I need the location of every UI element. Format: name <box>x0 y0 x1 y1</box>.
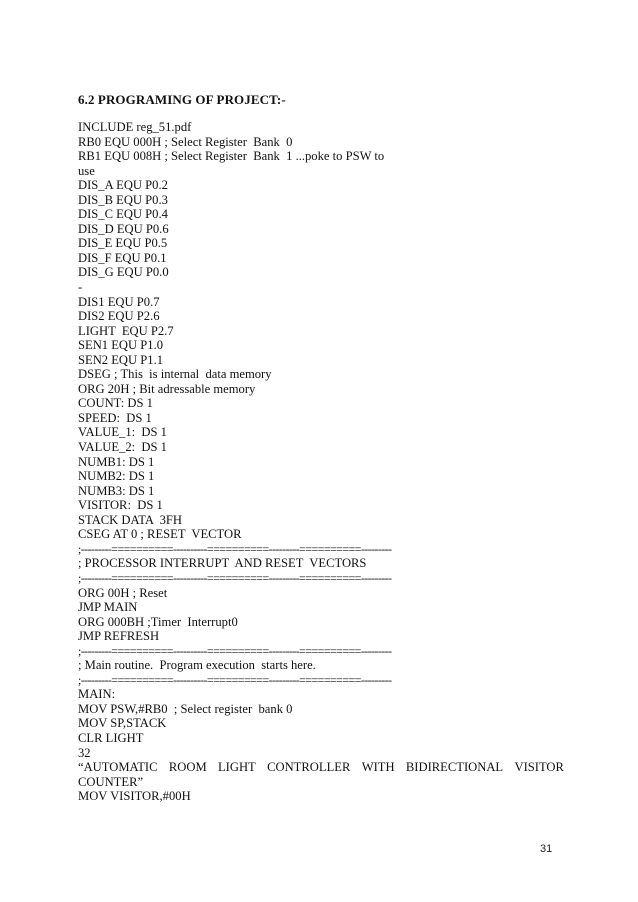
code-line: ; PROCESSOR INTERRUPT AND RESET VECTORS <box>78 556 367 571</box>
code-line: DIS_C EQU P0.4 <box>78 207 168 222</box>
page-number: 31 <box>540 843 553 855</box>
title-word: VISITOR <box>514 760 564 775</box>
code-line: COUNT: DS 1 <box>78 396 153 411</box>
code-line: MOV VISITOR,#00H <box>78 789 191 804</box>
code-line: LIGHT EQU P2.7 <box>78 323 174 338</box>
code-line: DIS_D EQU P0.6 <box>78 221 169 236</box>
code-line: MOV PSW,#RB0 ; Select register bank 0 <box>78 701 293 716</box>
code-line: JMP MAIN <box>78 600 138 615</box>
title-word: WITH <box>361 760 395 775</box>
code-line: VALUE_1: DS 1 <box>78 425 167 440</box>
separator-line: ;---------==========----------==========---------==========--------- <box>78 672 392 687</box>
code-line: use <box>78 163 95 178</box>
code-line: ORG 20H ; Bit adressable memory <box>78 381 256 396</box>
section-heading: 6.2 PROGRAMING OF PROJECT:- <box>78 92 286 107</box>
project-title-line <box>78 760 564 775</box>
code-line: SEN2 EQU P1.1 <box>78 352 164 367</box>
code-lines <box>78 120 564 760</box>
code-line: VISITOR: DS 1 <box>78 498 163 513</box>
code-line: DIS_B EQU P0.3 <box>78 192 168 207</box>
code-tail-lines <box>78 775 564 804</box>
code-line: MAIN: <box>78 687 116 702</box>
code-line: ; Main routine. Program execution starts here. <box>78 658 316 673</box>
code-line: NUMB2: DS 1 <box>78 469 155 484</box>
code-line: DIS1 EQU P0.7 <box>78 294 160 309</box>
separator-line: ;---------==========----------==========---------==========--------- <box>78 570 392 585</box>
code-line: - <box>78 280 83 295</box>
code-line: JMP REFRESH <box>78 629 160 644</box>
title-word: “AUTOMATIC <box>78 760 158 775</box>
code-line: RB1 EQU 008H ; Select Register Bank 1 ...poke to PSW to <box>78 149 385 164</box>
code-line: DIS2 EQU P2.6 <box>78 309 160 324</box>
code-line: NUMB3: DS 1 <box>78 483 155 498</box>
code-line: SEN1 EQU P1.0 <box>78 338 164 353</box>
code-line: MOV SP,STACK <box>78 716 167 731</box>
code-line: INCLUDE reg_51.pdf <box>78 120 192 134</box>
code-line: NUMB1: DS 1 <box>78 454 155 469</box>
code-line: STACK DATA 3FH <box>78 512 182 527</box>
code-line: 32 <box>78 745 91 760</box>
code-line: SPEED: DS 1 <box>78 410 152 425</box>
code-line: DIS_E EQU P0.5 <box>78 236 168 251</box>
title-word: ROOM <box>168 760 207 775</box>
separator-line: ;---------==========----------==========---------==========--------- <box>78 541 392 556</box>
code-line: DIS_A EQU P0.2 <box>78 178 168 193</box>
code-line: ORG 00H ; Reset <box>78 585 168 600</box>
code-listing <box>78 120 564 804</box>
separator-line: ;---------==========----------==========---------==========--------- <box>78 643 392 658</box>
code-line: VALUE_2: DS 1 <box>78 440 167 455</box>
code-line: RB0 EQU 000H ; Select Register Bank 0 <box>78 134 293 149</box>
code-line: COUNTER” <box>78 774 144 789</box>
code-line: DIS_G EQU P0.0 <box>78 265 169 280</box>
title-word: CONTROLLER <box>267 760 351 775</box>
title-word: LIGHT <box>217 760 256 775</box>
code-line: CLR LIGHT <box>78 730 144 745</box>
code-line: DIS_F EQU P0.1 <box>78 250 167 265</box>
code-line: ORG 000BH ;Timer Interrupt0 <box>78 614 238 629</box>
code-line: CSEG AT 0 ; RESET VECTOR <box>78 527 242 542</box>
title-word: BIDIRECTIONAL <box>405 760 504 775</box>
code-line: DSEG ; This is internal data memory <box>78 367 272 382</box>
